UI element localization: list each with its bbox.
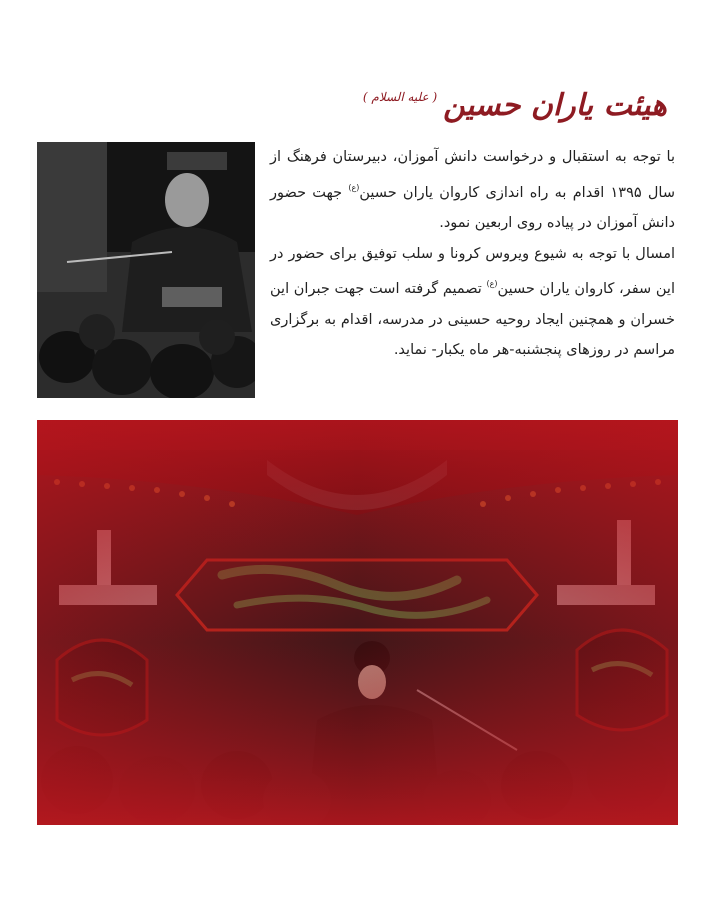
article-title [363,88,667,123]
paragraph-1-text-b: جهت حضور دانش آموزان در پیاده روی اربعین نمود. [270,184,675,231]
paragraph-1 [270,142,675,239]
paragraph-2 [270,239,675,366]
paragraph-2-text-b: تصمیم گرفته است جهت جبران این خسران و همچنین ایجاد روحیه حسینی در مدرسه، اقدام به برگزاری مراسم در روزهای پنجشنبه-هر ماه یکبار- نماید. [270,281,675,358]
paragraph-2-sup: (ع) [486,279,498,288]
paragraph-2-text-a: امسال با توجه به شیوع ویروس کرونا و سلب توفیق برای حضور در این سفر، کاروان یاران حسین [270,245,675,297]
title-suffix: ( علیه السلام ) [362,90,438,104]
paragraph-1-sup: (ع) [348,182,360,192]
paragraph-1-text-a: با توجه به استقبال و درخواست دانش آموزان، دبیرستان فرهنگ از سال ۱۳۹۵ اقدام به راه اندازی کاروان یاران حسین [270,149,676,201]
article-body [270,142,675,366]
speaker-photo [37,142,255,398]
ceremony-photo [37,420,678,825]
title-main: هیئت یاران حسین [443,88,667,123]
